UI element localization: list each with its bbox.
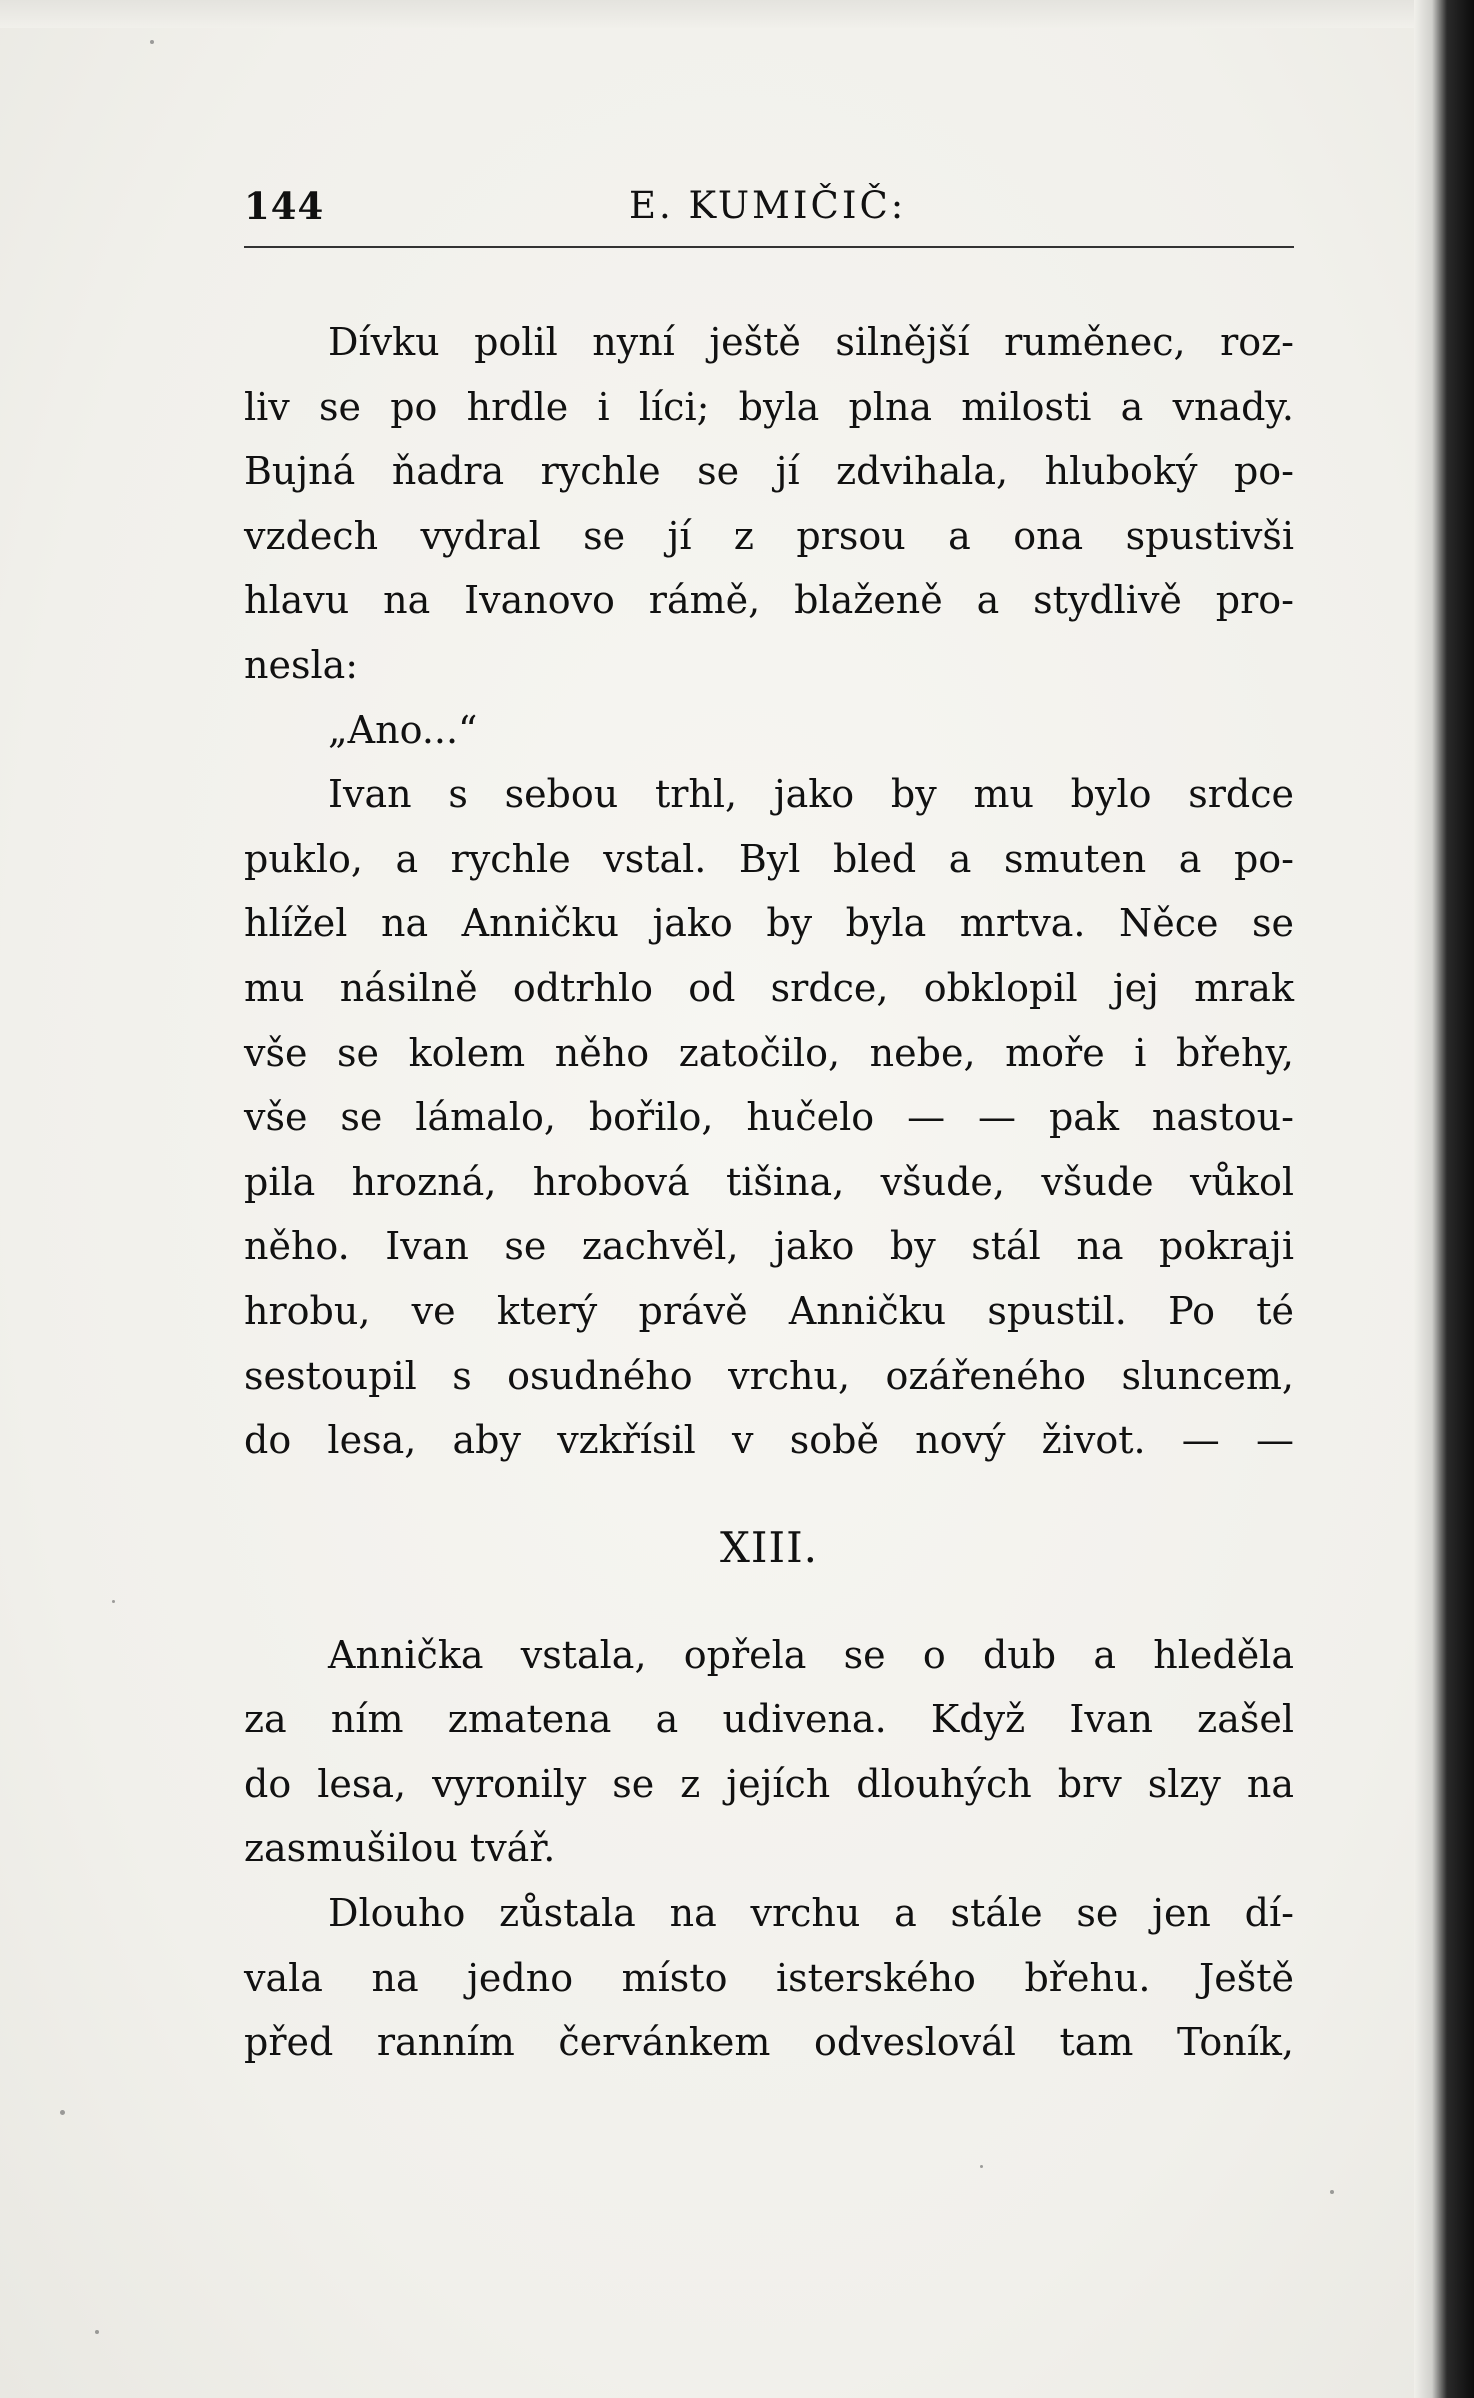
- scan-speck: [112, 1600, 115, 1603]
- text-line: za ním zmatena a udivena. Když Ivan zašel: [244, 1697, 1294, 1742]
- text-line: nesla:: [244, 642, 359, 687]
- header-rule: [244, 246, 1294, 248]
- text-line: Dlouho zůstala na vrchu a stále se jen dí-: [328, 1891, 1294, 1936]
- chapter-heading: XIII.: [719, 1522, 819, 1572]
- text-line: vala na jedno místo isterského břehu. Ještě: [244, 1955, 1294, 2000]
- text-line: před ranním červánkem odveslovál tam Toník,: [244, 2020, 1294, 2065]
- text-line: puklo, a rychle vstal. Byl bled a smuten a po-: [244, 836, 1294, 881]
- scan-speck: [1330, 2190, 1334, 2194]
- text-line: do lesa, aby vzkřísil v sobě nový život. — —: [244, 1418, 1294, 1463]
- text-line: Ivan s sebou trhl, jako by mu bylo srdce: [328, 772, 1294, 817]
- scan-speck: [95, 2330, 99, 2334]
- page-header: [244, 172, 1294, 242]
- text-line: hlavu na Ivanovo rámě, blaženě a stydlivě pro-: [244, 578, 1294, 623]
- scan-edge-top: [0, 0, 1414, 28]
- scan-speck: [150, 40, 154, 44]
- text-line: vzdech vydral se jí z prsou a ona spustivši: [244, 513, 1294, 558]
- text-line: zasmušilou tvář.: [244, 1826, 556, 1871]
- body-text: [244, 310, 1294, 2075]
- page-number: 144: [244, 184, 325, 228]
- text-line: hlížel na Anničku jako by byla mrtva. Něce se: [244, 901, 1294, 946]
- text-line: vše se lámalo, bořilo, hučelo — — pak nastou-: [244, 1095, 1294, 1140]
- text-line: Dívku polil nyní ještě silnější ruměnec, roz-: [328, 320, 1294, 364]
- text-line: „Ano...“: [328, 707, 478, 752]
- text-line: do lesa, vyronily se z jejích dlouhých brv slzy na: [244, 1761, 1294, 1806]
- text-line: liv se po hrdle i líci; byla plna milosti a vnady.: [244, 384, 1294, 429]
- scan-speck: [980, 2165, 983, 2168]
- text-line: vše se kolem něho zatočilo, nebe, moře i břehy,: [244, 1030, 1294, 1075]
- text-line: pila hrozná, hrobová tišina, všude, všude vůkol: [244, 1159, 1294, 1204]
- text-line: mu násilně odtrhlo od srdce, obklopil jej mrak: [244, 965, 1294, 1010]
- text-line: sestoupil s osudného vrchu, ozářeného sluncem,: [244, 1353, 1294, 1398]
- text-line: hrobu, ve který právě Anničku spustil. Po té: [244, 1288, 1294, 1333]
- text-line: Bujná ňadra rychle se jí zdvihala, hluboký po-: [244, 449, 1294, 494]
- text-line: Annička vstala, opřela se o dub a hleděla: [328, 1632, 1294, 1677]
- running-head: E. KUMIČIČ:: [629, 184, 907, 227]
- scan-edge-right: [1414, 0, 1474, 2398]
- scan-speck: [60, 2110, 65, 2115]
- text-line: něho. Ivan se zachvěl, jako by stál na pokraji: [244, 1224, 1294, 1269]
